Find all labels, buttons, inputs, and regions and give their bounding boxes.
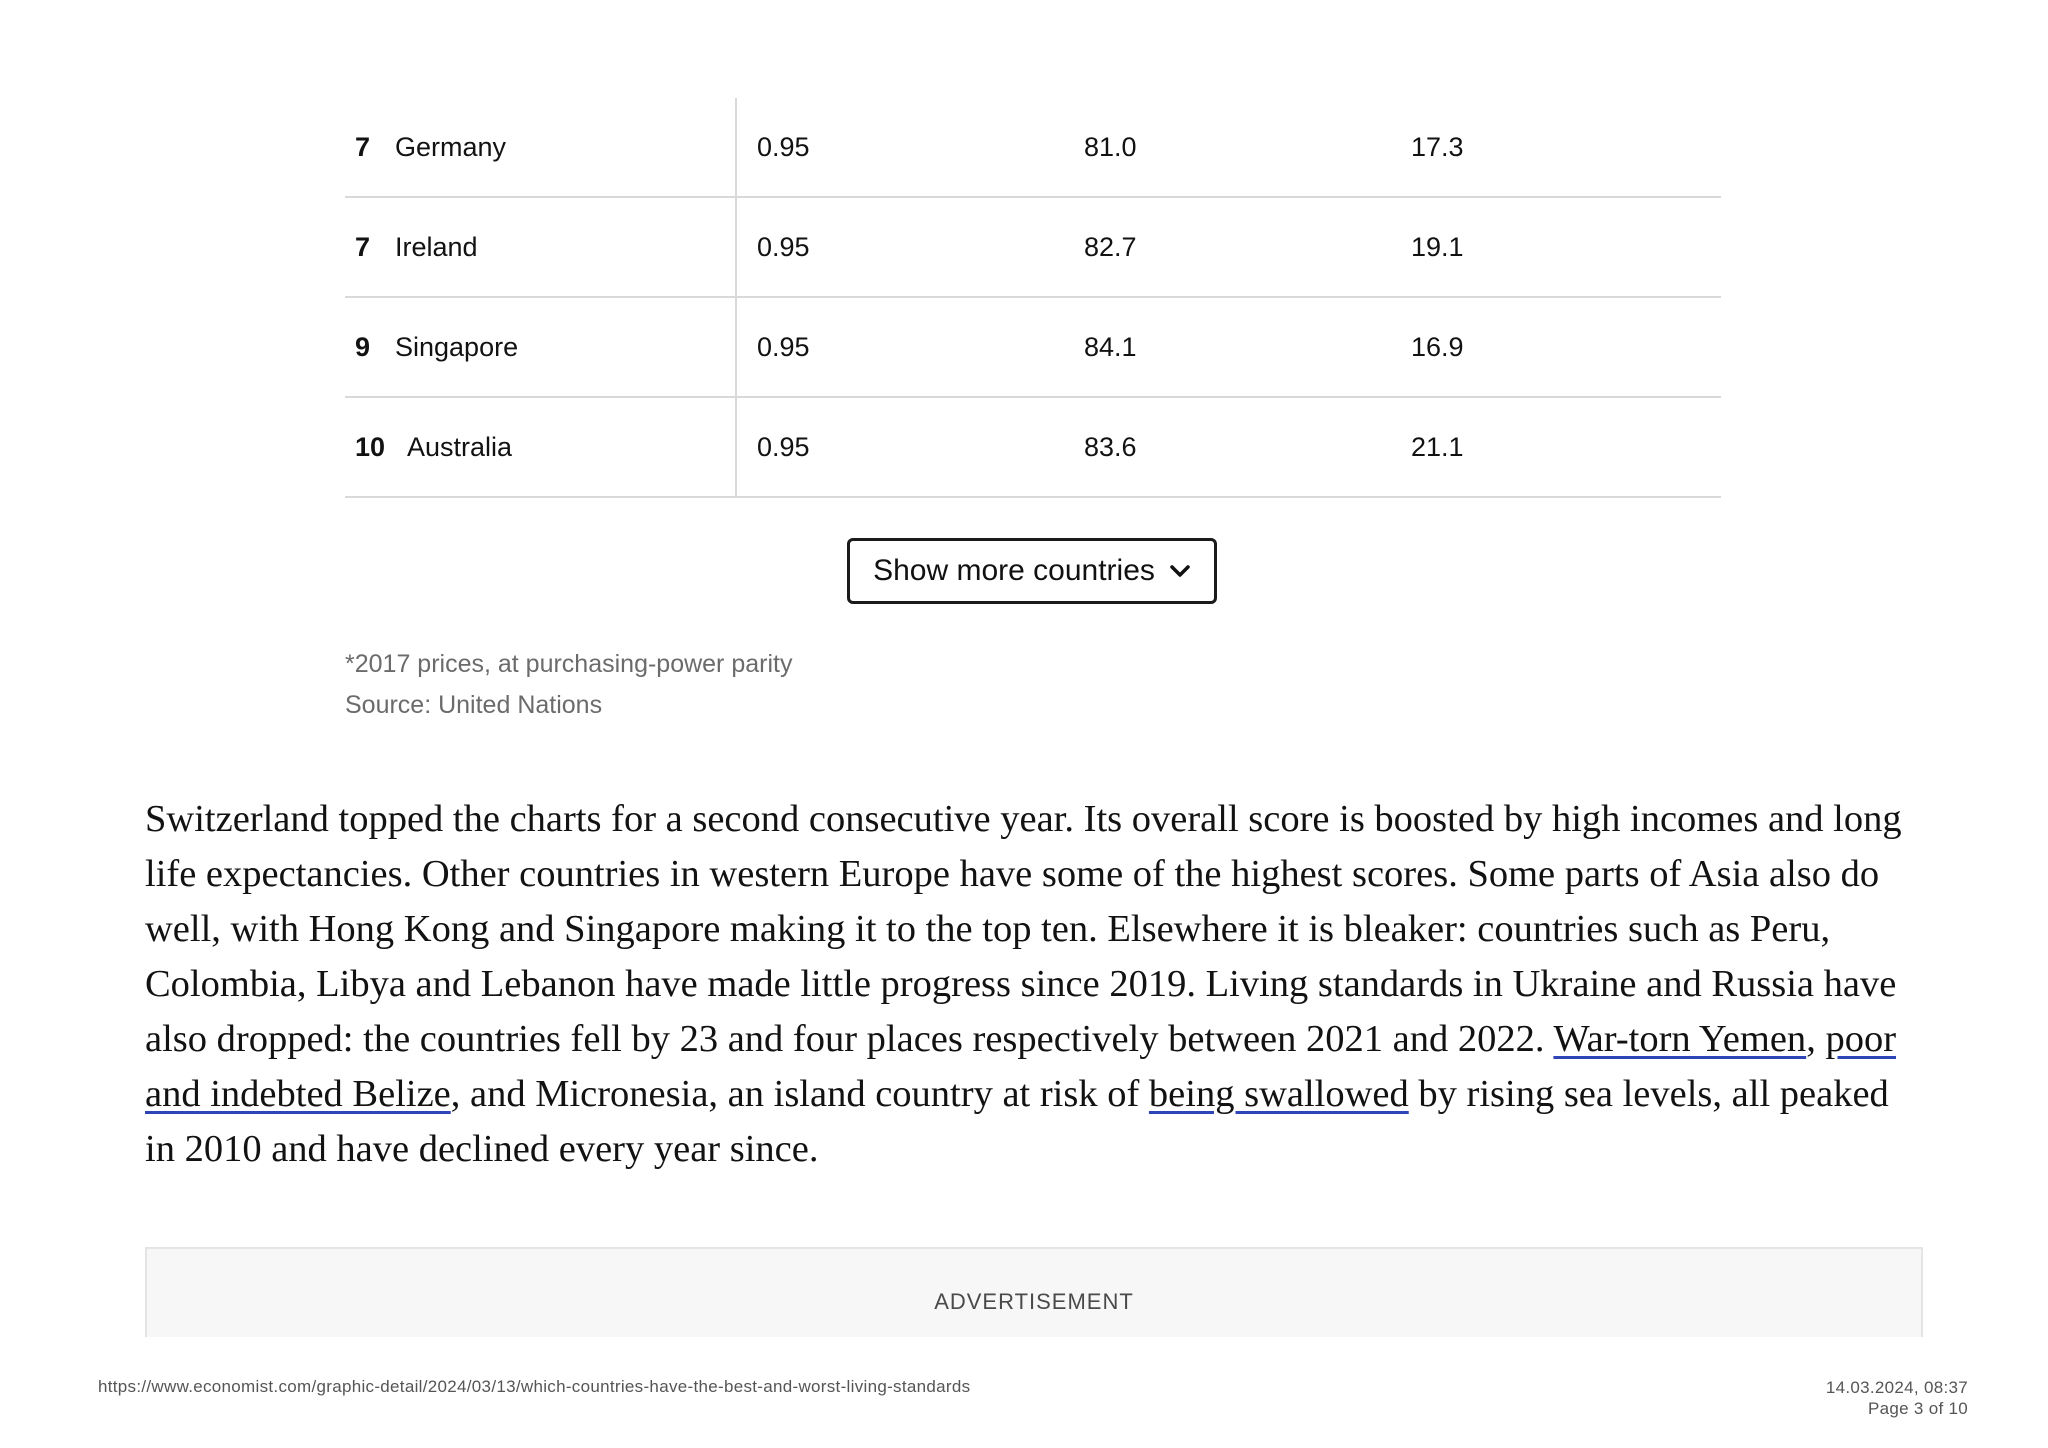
country-name: Germany: [395, 131, 507, 162]
hdi-value: 0.95: [757, 131, 810, 162]
chevron-down-icon: [1169, 564, 1191, 578]
life-expectancy-value: 84.1: [1084, 331, 1137, 362]
advertisement-slot: [145, 1247, 1923, 1337]
country-name: Ireland: [395, 231, 478, 262]
page-url: https://www.economist.com/graphic-detail/2024/03/13/which-countries-have-the-best-and-worst-living-standards: [98, 1377, 971, 1396]
country-name: Singapore: [395, 331, 519, 362]
country-cell: [345, 298, 737, 396]
country-cell: [345, 398, 737, 496]
country-cell: [345, 198, 737, 296]
link-poor-indebted-belize[interactable]: poor and indebted Belize: [145, 1018, 1897, 1115]
country-table: [345, 98, 1721, 498]
rank-label: 9: [355, 331, 371, 362]
schooling-value: 19.1: [1411, 231, 1464, 262]
hdi-value: 0.95: [757, 431, 810, 462]
table-row: [345, 98, 1721, 198]
print-meta: [1826, 1377, 1968, 1419]
rank-label: 10: [355, 431, 386, 462]
link-war-torn-yemen[interactable]: War-torn Yemen: [1553, 1018, 1807, 1060]
table-source: Source: United Nations: [345, 691, 603, 719]
table-notes: [345, 644, 792, 726]
table-row: [345, 298, 1721, 398]
show-more-countries-button[interactable]: [847, 538, 1217, 604]
life-expectancy-value: 83.6: [1084, 431, 1137, 462]
schooling-value: 17.3: [1411, 131, 1464, 162]
advertisement-label: ADVERTISEMENT: [934, 1289, 1134, 1314]
schooling-value: 16.9: [1411, 331, 1464, 362]
country-name: Australia: [407, 431, 513, 462]
paragraph-text: , and Micronesia, an island country at risk of: [450, 1073, 1149, 1115]
article-paragraph: [145, 792, 1925, 1177]
rank-label: 7: [355, 131, 371, 162]
print-datetime: 14.03.2024, 08:37: [1825, 1378, 1968, 1397]
table-footnote: *2017 prices, at purchasing-power parity: [345, 650, 793, 678]
paragraph-text: by rising sea levels, all peaked in 2010 and have declined every year since.: [145, 1073, 1889, 1170]
table-row: [345, 198, 1721, 298]
rank-label: 7: [355, 231, 371, 262]
link-being-swallowed[interactable]: being swallowed: [1148, 1073, 1409, 1115]
schooling-value: 21.1: [1411, 431, 1464, 462]
life-expectancy-value: 81.0: [1084, 131, 1137, 162]
hdi-value: 0.95: [757, 331, 810, 362]
life-expectancy-value: 82.7: [1084, 231, 1137, 262]
paragraph-text: ,: [1806, 1018, 1826, 1060]
hdi-value: 0.95: [757, 231, 810, 262]
paragraph-text: Switzerland topped the charts for a second consecutive year. Its overall score is boosted by high incomes and long life expectancies. Other countries in western Europe have some of the highest scores. Some parts of Asia also do well, with Hong Kong and Singapore making it to the top ten. Elsewhere it is bleaker: countries such as Peru, Colombia, Libya and Lebanon have made little progress since 2019. Living standards in Ukraine and Russia have also dropped: the countries fell by 23 and four places respectively between 2021 and 2022.: [145, 798, 1902, 1060]
page-number: Page 3 of 10: [1867, 1399, 1968, 1418]
show-more-label: Show more countries: [873, 554, 1155, 587]
country-cell: [345, 98, 737, 196]
table-row: [345, 398, 1721, 498]
